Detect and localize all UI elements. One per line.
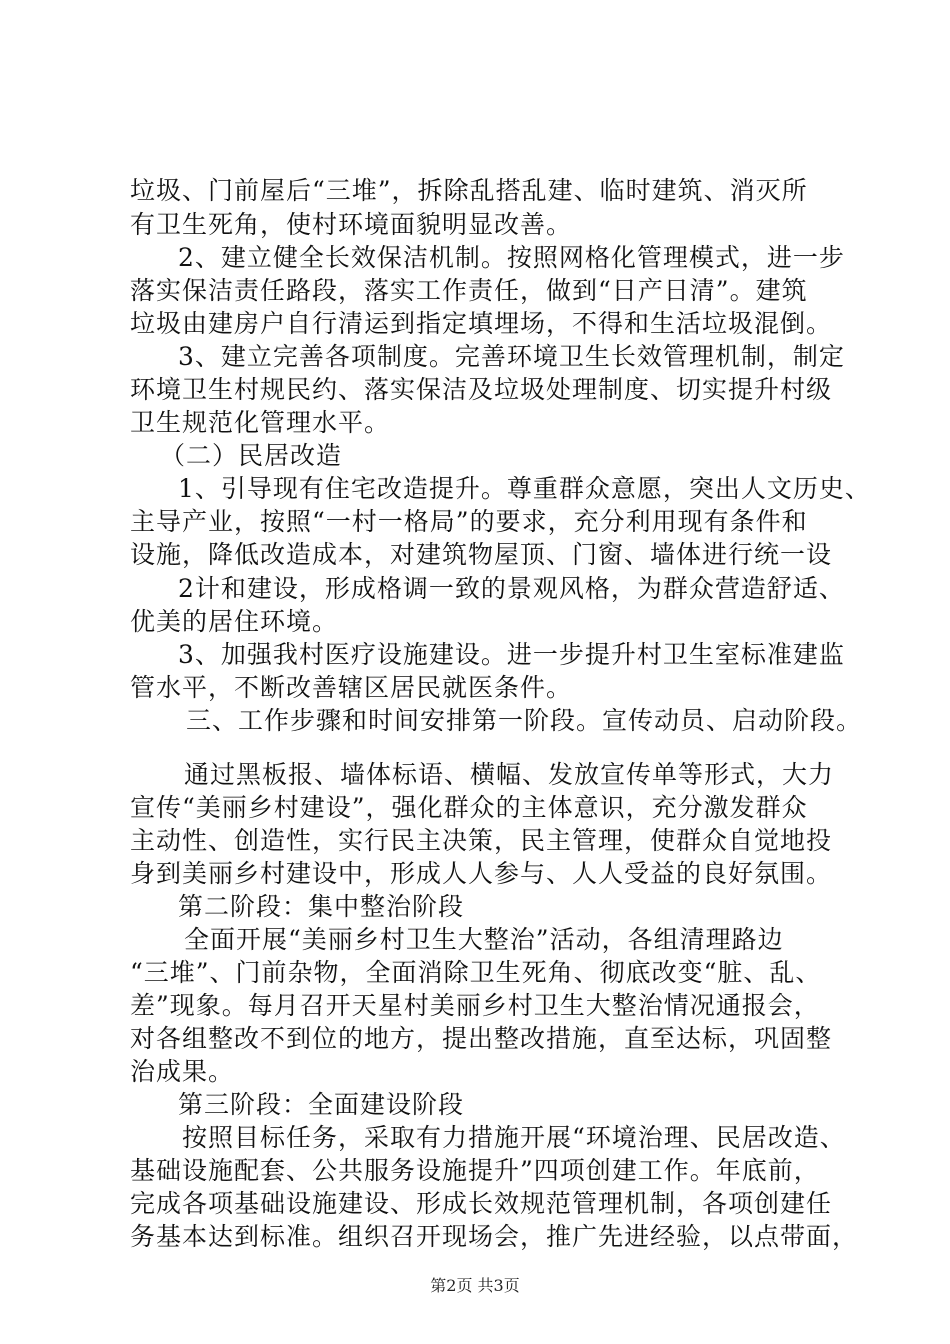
text-line: 身到美丽乡村建设中，形成人人参与、人人受益的良好氛围。 (130, 859, 833, 888)
text-line: 2、建立健全长效保洁机制。按照网格化管理模式，进一步 (178, 243, 845, 272)
text-line: 落实保洁责任路段，落实工作责任，做到“日产日清”。建筑 (130, 276, 808, 305)
section-heading: 三、工作步骤和时间安排第一阶段。宣传动员、启动阶段。 (186, 706, 863, 735)
text-line: 环境卫生村规民约、落实保洁及垃圾处理制度、切实提升村级 (130, 375, 833, 404)
text-line: 3、建立完善各项制度。完善环境卫生长效管理机制，制定 (178, 342, 845, 371)
text-line: 对各组整改不到位的地方，提出整改措施，直至达标，巩固整 (130, 1024, 833, 1053)
text-line: 宣传“美丽乡村建设”，强化群众的主体意识，充分激发群众 (130, 793, 808, 822)
text-line: 设施，降低改造成本，对建筑物屋顶、门窗、墙体进行统一设 (130, 540, 833, 569)
text-line: 2计和建设，形成格调一致的景观风格，为群众营造舒适、 (178, 574, 845, 603)
text-line: 3、加强我村医疗设施建设。进一步提升村卫生室标准建监 (178, 640, 845, 669)
text-line: 基础设施配套、公共服务设施提升”四项创建工作。年底前， (130, 1156, 820, 1185)
text-line: 垃圾由建房户自行清运到指定填埋场，不得和生活垃圾混倒。 (130, 309, 833, 338)
text-line: 完成各项基础设施建设、形成长效规范管理机制，各项创建任 (130, 1189, 833, 1218)
text-line: 管水平，不断改善辖区居民就医条件。 (130, 673, 573, 702)
text-line: 主动性、创造性，实行民主决策，民主管理，使群众自觉地投 (130, 826, 833, 855)
text-line: 有卫生死角，使村环境面貌明显改善。 (130, 210, 573, 239)
section-heading: （二）民居改造 (160, 441, 343, 470)
text-line: 治成果。 (130, 1057, 235, 1086)
text-line: 务基本达到标准。组织召开现场会，推广先进经验，以点带面， (130, 1222, 859, 1251)
text-line: 垃圾、门前屋后“三堆”，拆除乱搭乱建、临时建筑、消灭所 (130, 176, 808, 205)
text-line: 按照目标任务，采取有力措施开展“环境治理、民居改造、 (182, 1123, 846, 1152)
text-line: 1、引导现有住宅改造提升。尊重群众意愿，突出人文历史、 (178, 474, 871, 503)
section-heading: 第三阶段：全面建设阶段 (178, 1090, 465, 1119)
section-heading: 第二阶段：集中整治阶段 (178, 892, 465, 921)
text-line: “三堆”、门前杂物，全面消除卫生死角、彻底改变“脏、乱、 (130, 958, 822, 987)
text-line: 主导产业，按照“一村一格局”的要求，充分利用现有条件和 (130, 507, 808, 536)
text-line: 卫生规范化管理水平。 (130, 408, 391, 437)
text-line: 全面开展“美丽乡村卫生大整治”活动，各组清理路边 (184, 925, 784, 954)
text-line: 差”现象。每月召开天星村美丽乡村卫生大整治情况通报会， (130, 991, 820, 1020)
page-footer: 第2页 共3页 (430, 1276, 520, 1295)
text-line: 通过黑板报、墙体标语、横幅、发放宣传单等形式，大力 (184, 760, 835, 789)
text-line: 优美的居住环境。 (130, 607, 339, 636)
